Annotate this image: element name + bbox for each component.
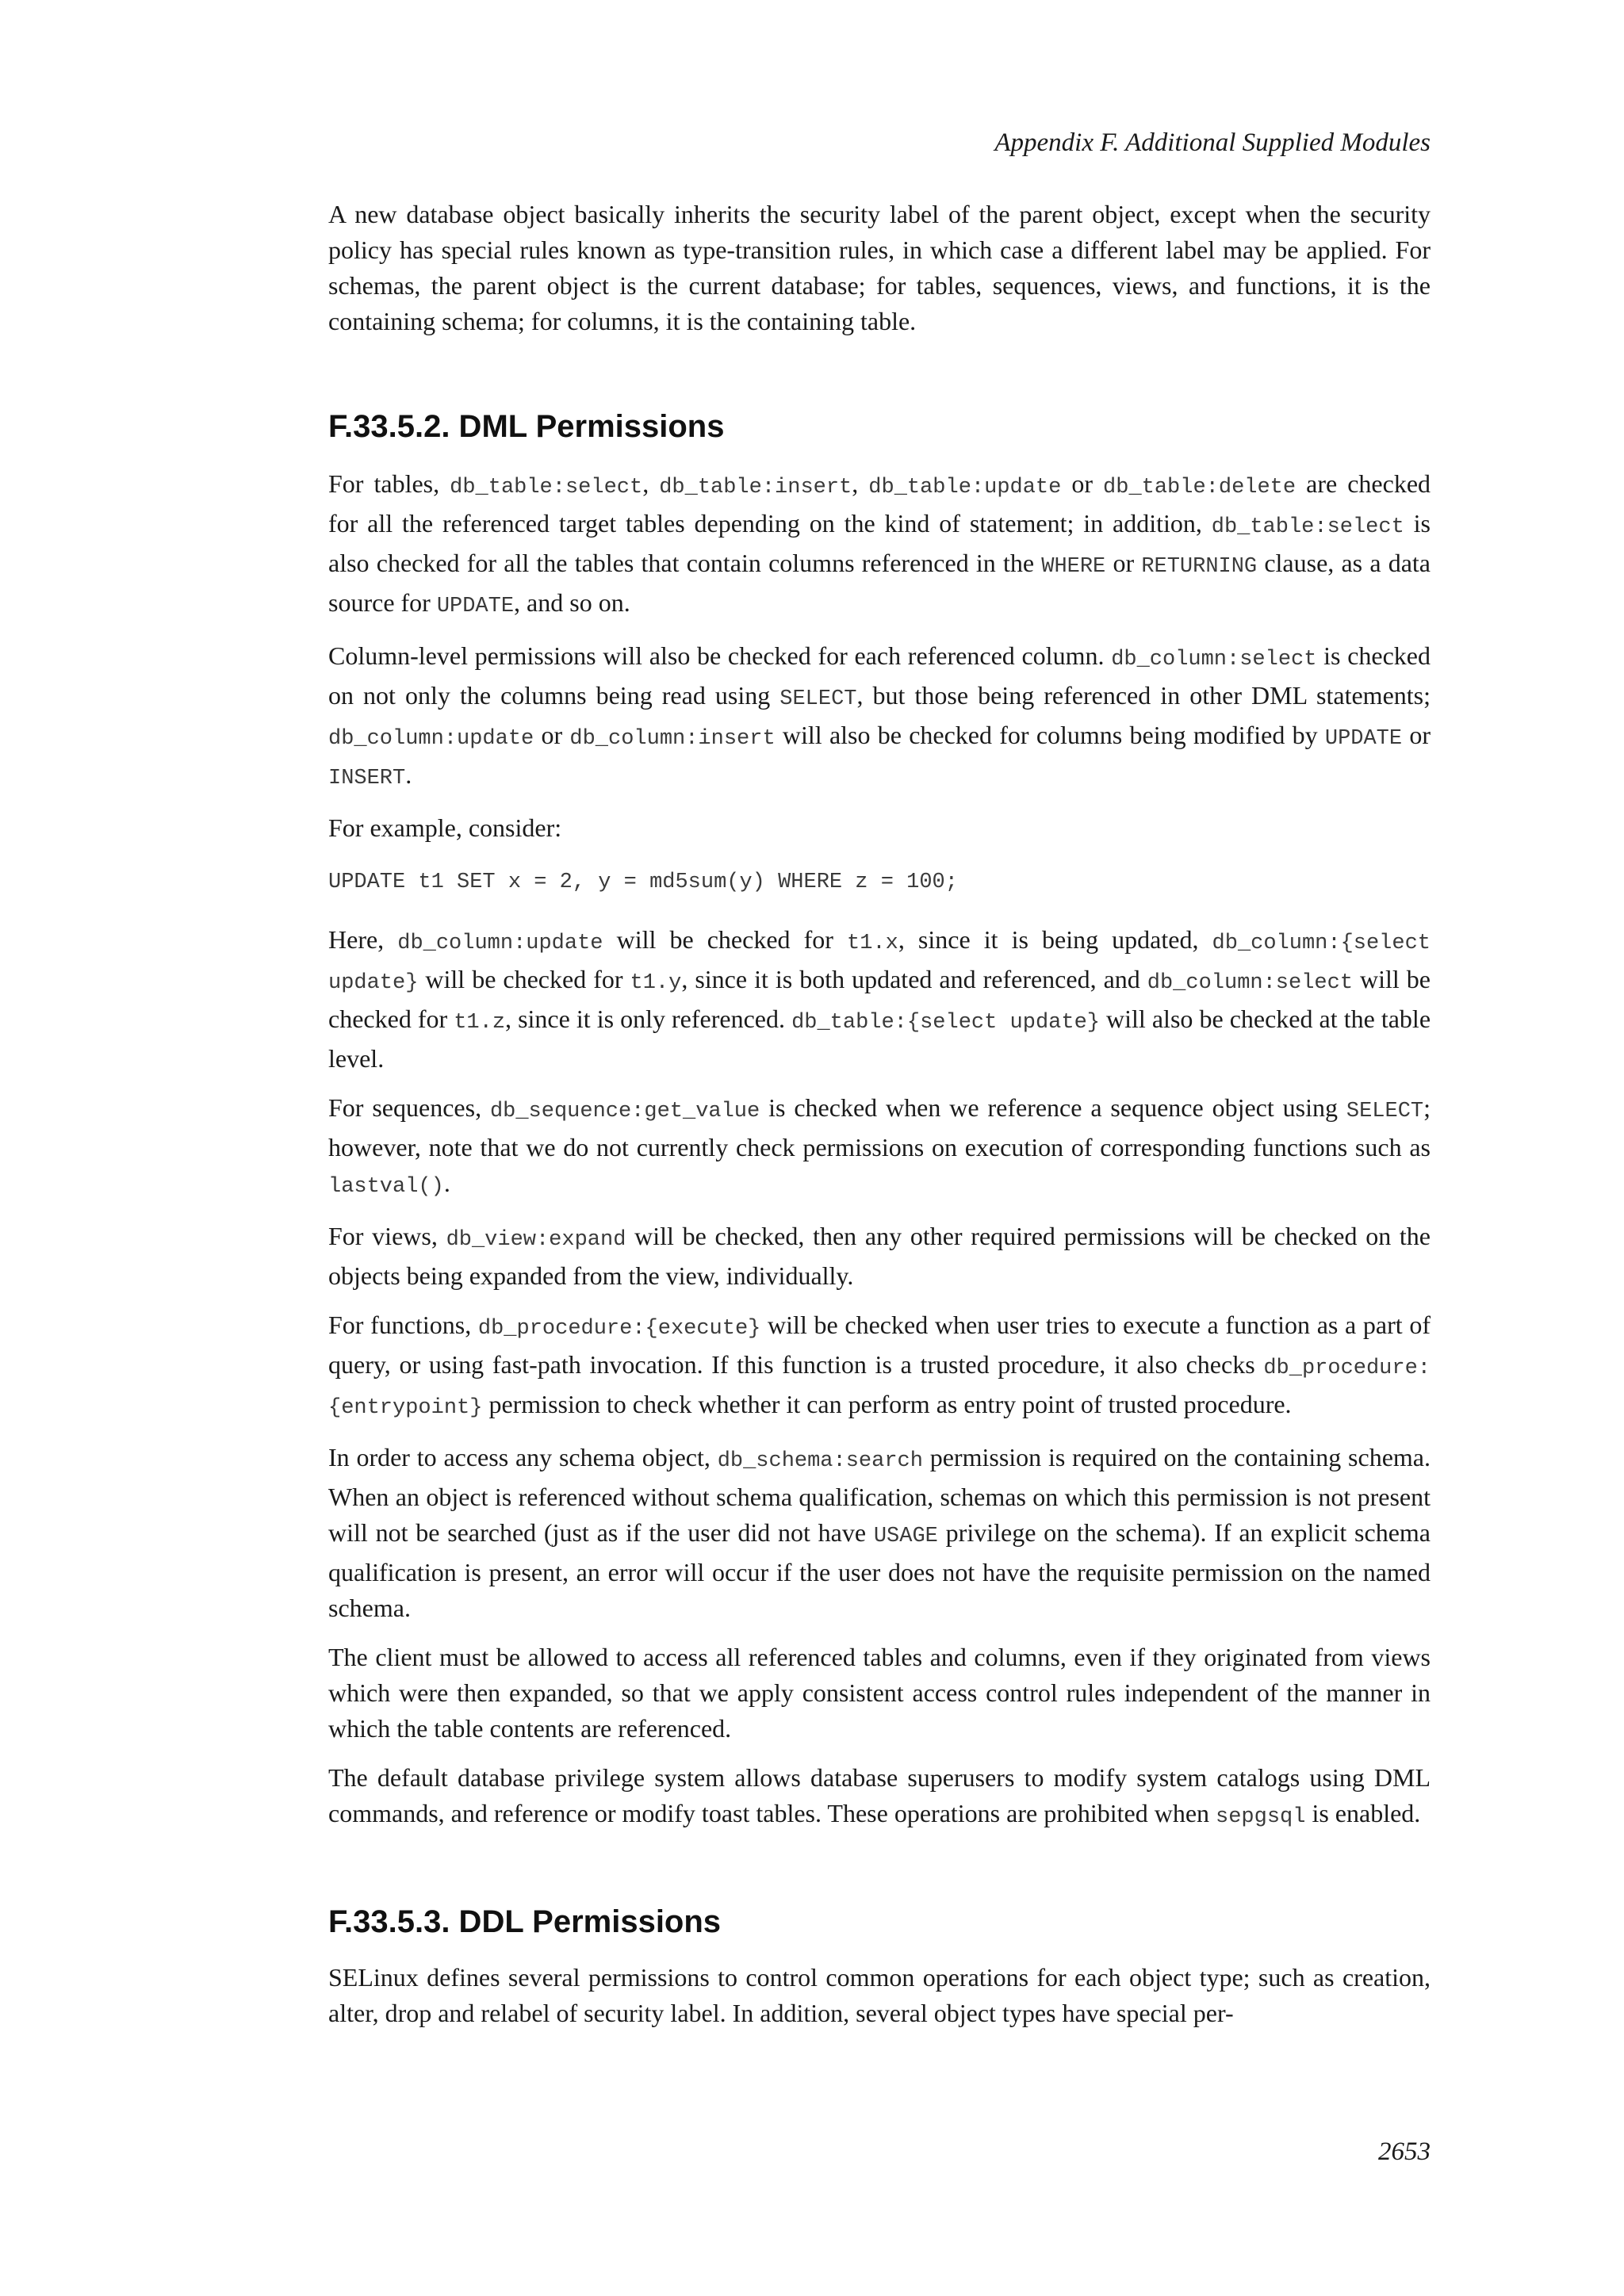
- text-run: will be checked for: [418, 965, 630, 993]
- text-run: is checked on not only the columns being read using: [328, 641, 1431, 710]
- text-run: or: [534, 721, 570, 749]
- inline-code: db_column:{select update}: [328, 932, 1431, 995]
- inline-code: db_table:select: [450, 476, 643, 499]
- text-run: or: [1105, 549, 1142, 577]
- text-run: , since it is being updated,: [898, 925, 1212, 954]
- inline-code: db_column:insert: [569, 727, 776, 751]
- text-run: , since it is only referenced.: [505, 1004, 792, 1033]
- text-run: The default database privilege system allows database superusers to modify system catalogs using DML commands, and reference or modify toast tables. These operations are prohibited when: [328, 1763, 1431, 1827]
- intro-paragraph: A new database object basically inherits the security label of the parent object, except when the security policy has special rules known as type-transition rules, in which case a different label may be applied. For schemas, the parent object is the current database; for tables, sequences, views, and functions, it is the containing schema; for columns, it is the containing table.: [328, 200, 1431, 335]
- inline-code: WHERE: [1041, 555, 1106, 579]
- text-run: or: [1061, 469, 1104, 498]
- inline-code: db_sequence:get_value: [489, 1100, 760, 1123]
- text-run: .: [405, 760, 412, 789]
- dml-paragraph-10: [328, 1760, 1431, 1835]
- inline-code: SELECT: [1346, 1100, 1424, 1123]
- dml-paragraph-5: [328, 1090, 1431, 1205]
- inline-code: db_procedure:{execute}: [477, 1317, 761, 1341]
- inline-code: db_view:expand: [446, 1228, 626, 1252]
- inline-code: RETURNING: [1141, 555, 1258, 579]
- text-run: will be checked, then any other required permissions will be checked on the objects being expanded from the view, individually.: [328, 1222, 1431, 1290]
- text-run: For sequences,: [328, 1093, 490, 1122]
- dml-paragraph-2: [328, 638, 1431, 797]
- inline-code: db_schema:search: [717, 1449, 923, 1473]
- text-run: , but those being referenced in other DML statements;: [856, 681, 1431, 710]
- text-run: For tables,: [328, 469, 450, 498]
- text-run: ; however, note that we do not currently check permissions on execution of corresponding functions such as: [328, 1093, 1431, 1161]
- text-run: is also checked for all the tables that contain columns referenced in the: [328, 509, 1431, 577]
- page-number: 2653: [1378, 2137, 1431, 2166]
- inline-code: t1.x: [847, 932, 898, 955]
- text-run: will be checked when user tries to execute a function as a part of query, or using fast-path invocation. If this function is a trusted procedure, it also checks: [328, 1311, 1431, 1379]
- text-run: For views,: [328, 1222, 446, 1250]
- dml-body: [328, 466, 1431, 1849]
- inline-code: lastval(): [328, 1175, 444, 1199]
- text-run: is enabled.: [1305, 1799, 1421, 1827]
- inline-code: INSERT: [328, 767, 406, 790]
- text-run: clause, as a data source for: [328, 549, 1431, 617]
- inline-code: db_column:select: [1111, 648, 1317, 672]
- inline-code: db_column:update: [397, 932, 603, 955]
- inline-code: db_column:select: [1147, 971, 1354, 995]
- code-example: UPDATE t1 SET x = 2, y = md5sum(y) WHERE z = 100;: [328, 871, 958, 894]
- text-run: are checked for all the referenced target tables depending on the kind of statement; in addition,: [328, 469, 1431, 538]
- inline-code: db_table:update: [868, 476, 1062, 499]
- ddl-paragraph-1: SELinux defines several permissions to control common operations for each object type; such as creation, alter, drop and relabel of security label. In addition, several object types have special per-: [328, 1963, 1431, 2027]
- dml-paragraph-7: [328, 1307, 1431, 1426]
- text-run: In order to access any schema object,: [328, 1443, 718, 1471]
- text-run: ,: [642, 469, 660, 498]
- text-run: Here,: [328, 925, 398, 954]
- dml-paragraph-9: The client must be allowed to access all referenced tables and columns, even if they originated from views which were then expanded, so that we apply consistent access control rules independent of the manner in which the table contents are referenced.: [328, 1643, 1431, 1743]
- inline-code: t1.z: [454, 1011, 506, 1035]
- text-run: For functions,: [328, 1311, 478, 1339]
- inline-code: t1.y: [630, 971, 682, 995]
- text-run: permission to check whether it can perform as entry point of trusted procedure.: [482, 1390, 1292, 1418]
- ddl-section: [328, 1903, 1431, 2045]
- inline-code: UPDATE: [1324, 727, 1403, 751]
- running-header: Appendix F. Additional Supplied Modules: [994, 128, 1431, 157]
- inline-code: db_table:select: [1211, 515, 1404, 539]
- text-run: will be checked for: [603, 925, 847, 954]
- section-heading-ddl: F.33.5.3. DDL Permissions: [328, 1904, 722, 1939]
- text-run: privilege on the schema). If an explicit schema qualification is present, an error will occur if the user does not have the requisite permission on the named schema.: [328, 1518, 1431, 1622]
- dml-section: [328, 408, 1431, 446]
- inline-code: SELECT: [779, 687, 857, 711]
- dml-paragraph-3: For example, consider:: [328, 813, 562, 842]
- inline-code: db_column:update: [328, 727, 534, 751]
- dml-paragraph-8: [328, 1440, 1431, 1626]
- inline-code: db_table:insert: [659, 476, 852, 499]
- text-run: .: [443, 1169, 450, 1197]
- text-run: will be checked for: [328, 965, 1431, 1033]
- inline-code: sepgsql: [1216, 1805, 1306, 1829]
- text-run: Column-level permissions will also be checked for each referenced column.: [328, 641, 1112, 670]
- text-run: will also be checked at the table level.: [328, 1004, 1431, 1073]
- inline-code: db_table:{select update}: [791, 1011, 1100, 1035]
- text-run: or: [1402, 721, 1431, 749]
- text-run: will also be checked for columns being modified by: [775, 721, 1325, 749]
- inline-code: USAGE: [873, 1525, 938, 1548]
- inline-code: db_table:delete: [1103, 476, 1297, 499]
- text-run: ,: [852, 469, 869, 498]
- text-run: permission is required on the containing schema. When an object is referenced without schema qualification, schemas on which this permission is not present will not be searched (just as if the user did not have: [328, 1443, 1431, 1547]
- text-run: is checked when we reference a sequence object using: [760, 1093, 1346, 1122]
- dml-paragraph-1: [328, 466, 1431, 625]
- section-heading-dml: F.33.5.2. DML Permissions: [328, 409, 725, 444]
- dml-paragraph-6: [328, 1219, 1431, 1294]
- text-run: , since it is both updated and referenced, and: [681, 965, 1147, 993]
- dml-paragraph-4: [328, 922, 1431, 1077]
- text-run: , and so on.: [514, 588, 630, 617]
- inline-code: UPDATE: [436, 595, 515, 618]
- inline-code: db_procedure:{entrypoint}: [328, 1357, 1431, 1420]
